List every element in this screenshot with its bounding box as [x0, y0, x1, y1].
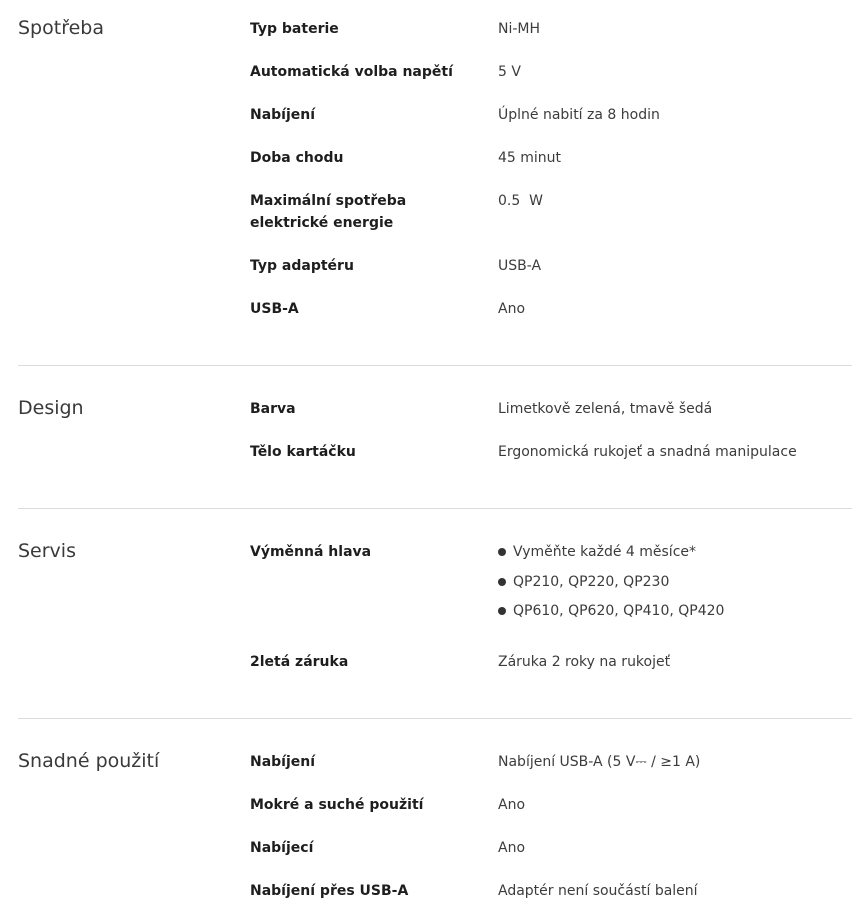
bullet-icon	[498, 607, 506, 615]
spec-label: Výměnná hlava	[250, 544, 372, 560]
spec-value: Ni-MH	[498, 21, 541, 37]
section-title: Snadné použití	[18, 750, 160, 772]
bullet-text: QP210, QP220, QP230	[513, 573, 670, 590]
spec-value: Ano	[498, 797, 526, 813]
section-title: Servis	[18, 540, 76, 562]
bullet-list	[498, 541, 828, 630]
spec-label: Typ baterie	[250, 21, 339, 37]
spec-value: Ergonomická rukojeť a snadná manipulace	[498, 444, 797, 460]
spec-label: Tělo kartáčku	[250, 444, 356, 460]
list-item	[498, 541, 828, 571]
section-title: Design	[18, 397, 84, 419]
bullet-text: QP610, QP620, QP410, QP420	[513, 603, 725, 619]
spec-value: Ano	[498, 301, 526, 317]
spec-label: Maximální spotřeba elektrické energie	[250, 193, 407, 231]
spec-label: 2letá záruka	[250, 654, 349, 670]
spec-value: Záruka 2 roky na rukojeť	[498, 654, 671, 670]
spec-value: Limetkově zelená, tmavě šedá	[498, 401, 713, 417]
spec-label: Nabíjení přes USB-A	[250, 883, 409, 899]
spec-value: 5 V	[498, 64, 521, 80]
spec-label: USB-A	[250, 301, 299, 317]
bullet-icon	[498, 578, 506, 586]
spec-label: Mokré a suché použití	[250, 797, 424, 813]
spec-value-list	[498, 541, 828, 630]
spec-value: Adaptér není součástí balení	[498, 883, 698, 899]
spec-value: Ano	[498, 840, 526, 856]
spec-value: 45 minut	[498, 150, 562, 166]
list-item	[498, 571, 828, 601]
spec-label: Doba chodu	[250, 150, 344, 166]
spec-label: Nabíjení	[250, 107, 316, 123]
spec-value: USB-A	[498, 258, 542, 274]
section-divider	[18, 718, 852, 719]
spec-label: Nabíjecí	[250, 840, 314, 856]
section-divider	[18, 365, 852, 366]
section-divider	[18, 508, 852, 509]
spec-value: Úplné nabití za 8 hodin	[498, 107, 660, 123]
spec-value: 0.5 W	[498, 193, 544, 209]
spec-label: Automatická volba napětí	[250, 64, 453, 80]
spec-label: Barva	[250, 401, 296, 417]
bullet-icon	[498, 548, 506, 556]
section-title: Spotřeba	[18, 17, 104, 39]
list-item	[498, 600, 828, 630]
spec-value: Nabíjení USB-A (5 V⎓ / ≥1 A)	[498, 754, 701, 770]
spec-label: Typ adaptéru	[250, 258, 354, 274]
spec-label: Nabíjení	[250, 754, 316, 770]
bullet-text: Vyměňte každé 4 měsíce*	[513, 544, 697, 560]
